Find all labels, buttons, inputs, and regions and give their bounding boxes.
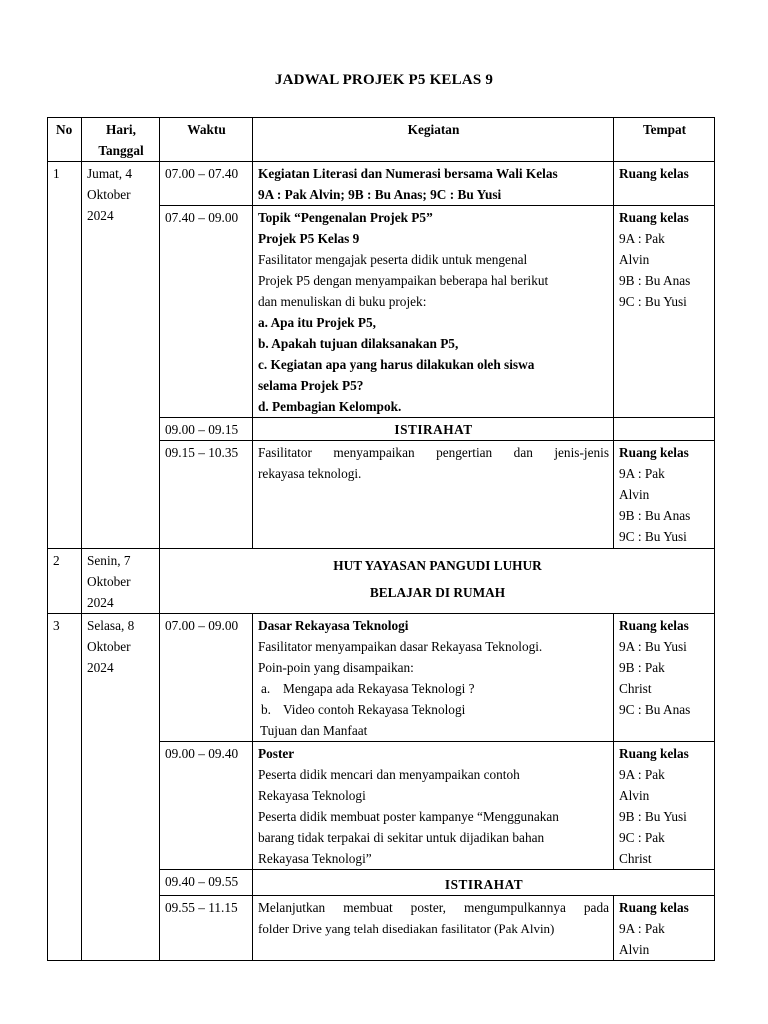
place-cell: Ruang kelas: [614, 162, 715, 206]
day-number: 1: [48, 162, 82, 549]
schedule-table: [47, 117, 715, 961]
table-row: [48, 162, 715, 206]
day-number: 3: [48, 614, 82, 961]
day-date: Jumat, 4 Oktober 2024: [82, 162, 160, 549]
day-number: 2: [48, 549, 82, 614]
activity-cell: Melanjutkan membuat poster, mengumpulkannya pada folder Drive yang telah disediakan fasilitator (Pak Alvin): [253, 896, 614, 961]
header-tempat: Tempat: [614, 118, 715, 162]
place-cell: Ruang kelas 9A : Bu Yusi 9B : Pak Christ 9C : Bu Anas: [614, 614, 715, 742]
time-cell: 09.15 – 10.35: [160, 441, 253, 549]
time-cell: 07.00 – 07.40: [160, 162, 253, 206]
table-row: [48, 614, 715, 742]
holiday-note: HUT YAYASAN PANGUDI LUHUR BELAJAR DI RUMAH: [160, 549, 715, 614]
header-hari-tanggal: Hari, Tanggal: [82, 118, 160, 162]
time-cell: 07.40 – 09.00: [160, 206, 253, 418]
activity-cell: Dasar Rekayasa Teknologi Fasilitator menyampaikan dasar Rekayasa Teknologi. Poin-poin yang disampaikan: a. Mengapa ada Rekayasa Teknologi ? b. Video contoh Rekayasa Teknologi Tujuan dan Manfaat: [253, 614, 614, 742]
list-item: b. Video contoh Rekayasa Teknologi: [261, 702, 466, 717]
break-label: ISTIRAHAT: [253, 870, 715, 896]
place-cell: Ruang kelas 9A : Pak Alvin 9B : Bu Yusi 9C : Pak Christ: [614, 742, 715, 870]
header-row: [48, 118, 715, 162]
header-waktu: Waktu: [160, 118, 253, 162]
time-cell: 07.00 – 09.00: [160, 614, 253, 742]
activity-cell: Topik “Pengenalan Projek P5” Projek P5 Kelas 9 Fasilitator mengajak peserta didik untuk mengenal Projek P5 dengan menyampaikan beberapa hal berikut dan menuliskan di buku projek: a. Apa itu Projek P5, b. Apakah tujuan dilaksanakan P5, c. Kegiatan apa yang harus dilakukan oleh siswa selama Projek P5? d. Pembagian Kelompok.: [253, 206, 614, 418]
time-cell: 09.00 – 09.40: [160, 742, 253, 870]
place-cell: Ruang kelas 9A : Pak Alvin 9B : Bu Anas 9C : Bu Yusi: [614, 206, 715, 418]
header-no: No: [48, 118, 82, 162]
page-title: JADWAL PROJEK P5 KELAS 9: [274, 72, 494, 88]
break-label: ISTIRAHAT: [253, 418, 614, 441]
day-date: Selasa, 8 Oktober 2024: [82, 614, 160, 961]
time-cell: 09.55 – 11.15: [160, 896, 253, 961]
time-cell: 09.00 – 09.15: [160, 418, 253, 441]
time-cell: 09.40 – 09.55: [160, 870, 253, 896]
activity-cell: Fasilitator menyampaikan pengertian dan jenis-jenis rekayasa teknologi.: [253, 441, 614, 549]
day-date: Senin, 7 Oktober 2024: [82, 549, 160, 614]
list-item: a. Mengapa ada Rekayasa Teknologi ?: [261, 681, 475, 696]
activity-cell: Poster Peserta didik mencari dan menyampaikan contoh Rekayasa Teknologi Peserta didik membuat poster kampanye “Menggunakan barang tidak terpakai di sekitar untuk dijadikan bahan Rekayasa Teknologi”: [253, 742, 614, 870]
header-kegiatan: Kegiatan: [253, 118, 614, 162]
activity-cell: Kegiatan Literasi dan Numerasi bersama Wali Kelas 9A : Pak Alvin; 9B : Bu Anas; 9C : Bu Yusi: [253, 162, 614, 206]
place-cell: Ruang kelas 9A : Pak Alvin: [614, 896, 715, 961]
place-cell: [614, 418, 715, 441]
table-row: [48, 549, 715, 614]
place-cell: Ruang kelas 9A : Pak Alvin 9B : Bu Anas 9C : Bu Yusi: [614, 441, 715, 549]
